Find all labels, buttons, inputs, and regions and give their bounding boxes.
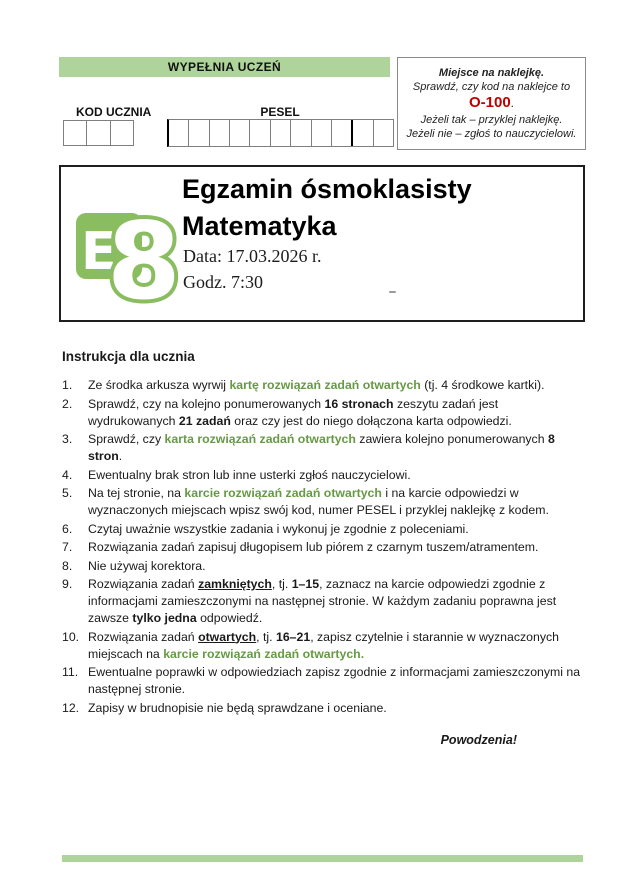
sticker-code-line	[469, 94, 514, 113]
digit-cell	[271, 120, 291, 146]
instruction-item-number: 5.	[62, 486, 73, 500]
e8-logo-icon	[74, 209, 186, 305]
instruction-item-number: 1.	[62, 378, 73, 392]
sticker-placement-box	[397, 57, 586, 150]
instruction-item-number: 9.	[62, 577, 73, 591]
digit-cell	[230, 120, 250, 146]
sticker-code-value: O-100	[468, 94, 511, 111]
instruction-item-number: 2.	[62, 396, 73, 411]
instruction-item-text: Rozwiązania zadań otwartych, tj. 16–21, zapisz czytelnie i starannie w wyznaczonych miejscach na karcie rozwiązań zadań otwartych.	[88, 629, 559, 661]
instruction-item-text: Sprawdź, czy karta rozwiązań zadań otwartych zawiera kolejno ponumerowanych 8 stron.	[88, 432, 555, 463]
instruction-item	[62, 539, 583, 556]
pesel-grid	[167, 119, 394, 147]
smudge-mark	[389, 291, 396, 293]
digit-cell	[189, 120, 209, 146]
instruction-item-text: Na tej stronie, na karcie rozwiązań zadań otwartych i na karcie odpowiedzi w wyznaczonych miejscach wpisz swój kod, numer PESEL i przyklej naklejkę z kodem.	[88, 486, 549, 517]
student-code-grid	[63, 120, 134, 146]
instruction-item-number: 6.	[62, 521, 73, 536]
digit-cell	[312, 120, 332, 146]
instruction-item-number: 10.	[62, 629, 80, 644]
instruction-item	[62, 521, 583, 538]
instruction-item-text: Rozwiązania zadań zamkniętych, tj. 1–15, zaznacz na karcie odpowiedzi zgodnie z informacjami zamieszczonymi na następnej stronie. W każdym zadaniu poprawna jest zawsze tylko jedna odpowiedź.	[88, 577, 557, 625]
digit-cell	[374, 120, 393, 146]
digit-cell	[353, 120, 373, 146]
instruction-item-number: 12.	[62, 700, 80, 715]
good-luck-text: Powodzenia!	[440, 732, 517, 747]
footer-green-band	[62, 855, 583, 862]
sticker-box-no-line: Jeżeli nie – zgłoś to nauczycielowi.	[406, 128, 577, 140]
instruction-item	[62, 700, 583, 717]
instruction-item	[62, 485, 583, 519]
digit-cell	[210, 120, 230, 146]
instruction-item-number: 4.	[62, 467, 73, 482]
sticker-box-title: Miejsce na naklejkę.	[438, 67, 545, 79]
instructions-section	[62, 349, 583, 747]
pesel-label: PESEL	[260, 105, 300, 119]
digit-cell	[87, 121, 110, 145]
instruction-item	[62, 377, 583, 394]
instruction-list	[62, 377, 583, 717]
student-code-label: KOD UCZNIA	[76, 105, 152, 119]
digit-cell	[291, 120, 311, 146]
instruction-item-text: Ewentualny brak stron lub inne usterki zgłoś nauczycielowi.	[88, 467, 411, 482]
instruction-item	[62, 396, 583, 430]
digit-cell	[64, 121, 87, 145]
instruction-item-text: Sprawdź, czy na kolejno ponumerowanych 16 stronach zeszytu zadań jest wydrukowanych 21 zadań oraz czy jest do niego dołączona karta odpowiedzi.	[88, 396, 512, 428]
digit-cell	[111, 121, 133, 145]
sticker-code-suffix: .	[510, 96, 515, 110]
svg-text:8: 8	[107, 209, 181, 305]
exam-time: Godz. 7:30	[183, 272, 263, 292]
instruction-item	[62, 467, 583, 484]
instruction-item-text: Czytaj uważnie wszystkie zadania i wykonuj je zgodnie z poleceniami.	[88, 521, 469, 536]
digit-cell	[332, 120, 353, 146]
fill-in-by-student-label: WYPEŁNIA UCZEŃ	[167, 60, 282, 74]
svg-text:E: E	[81, 222, 117, 282]
fill-in-by-student-band	[59, 57, 390, 77]
instruction-item-text: Ze środka arkusza wyrwij kartę rozwiązań zadań otwartych (tj. 4 środkowe kartki).	[88, 378, 545, 392]
instruction-item	[62, 576, 583, 627]
instruction-item	[62, 629, 583, 663]
sticker-box-check-line: Sprawdź, czy kod na naklejce to	[412, 81, 571, 93]
instructions-heading: Instrukcja dla ucznia	[62, 349, 195, 364]
exam-title-line2: Matematyka	[182, 211, 337, 241]
instruction-item-text: Zapisy w brudnopisie nie będą sprawdzane i oceniane.	[88, 700, 387, 715]
exam-schedule	[183, 243, 321, 295]
instruction-item-text: Rozwiązania zadań zapisuj długopisem lub piórem z czarnym tuszem/atramentem.	[88, 540, 539, 554]
instruction-item	[62, 558, 583, 575]
instruction-item-number: 3.	[62, 432, 73, 446]
exam-title-box	[59, 165, 585, 322]
instruction-item-number: 11.	[62, 665, 79, 679]
instruction-item	[62, 664, 583, 698]
exam-title-line1: Egzamin ósmoklasisty	[182, 174, 472, 204]
digit-cell	[250, 120, 270, 146]
exam-title	[182, 171, 472, 245]
instruction-item-text: Nie używaj korektora.	[88, 558, 206, 573]
instruction-item-number: 7.	[62, 540, 73, 554]
exam-date: Data: 17.03.2026 r.	[183, 246, 322, 266]
sticker-box-yes-line: Jeżeli tak – przyklej naklejkę.	[420, 114, 563, 126]
instruction-item	[62, 431, 583, 465]
digit-cell	[169, 120, 189, 146]
instruction-item-number: 8.	[62, 558, 73, 573]
instruction-item-text: Ewentualne poprawki w odpowiedziach zapisz zgodnie z informacjami zamieszczonymi na następnej stronie.	[88, 665, 581, 696]
